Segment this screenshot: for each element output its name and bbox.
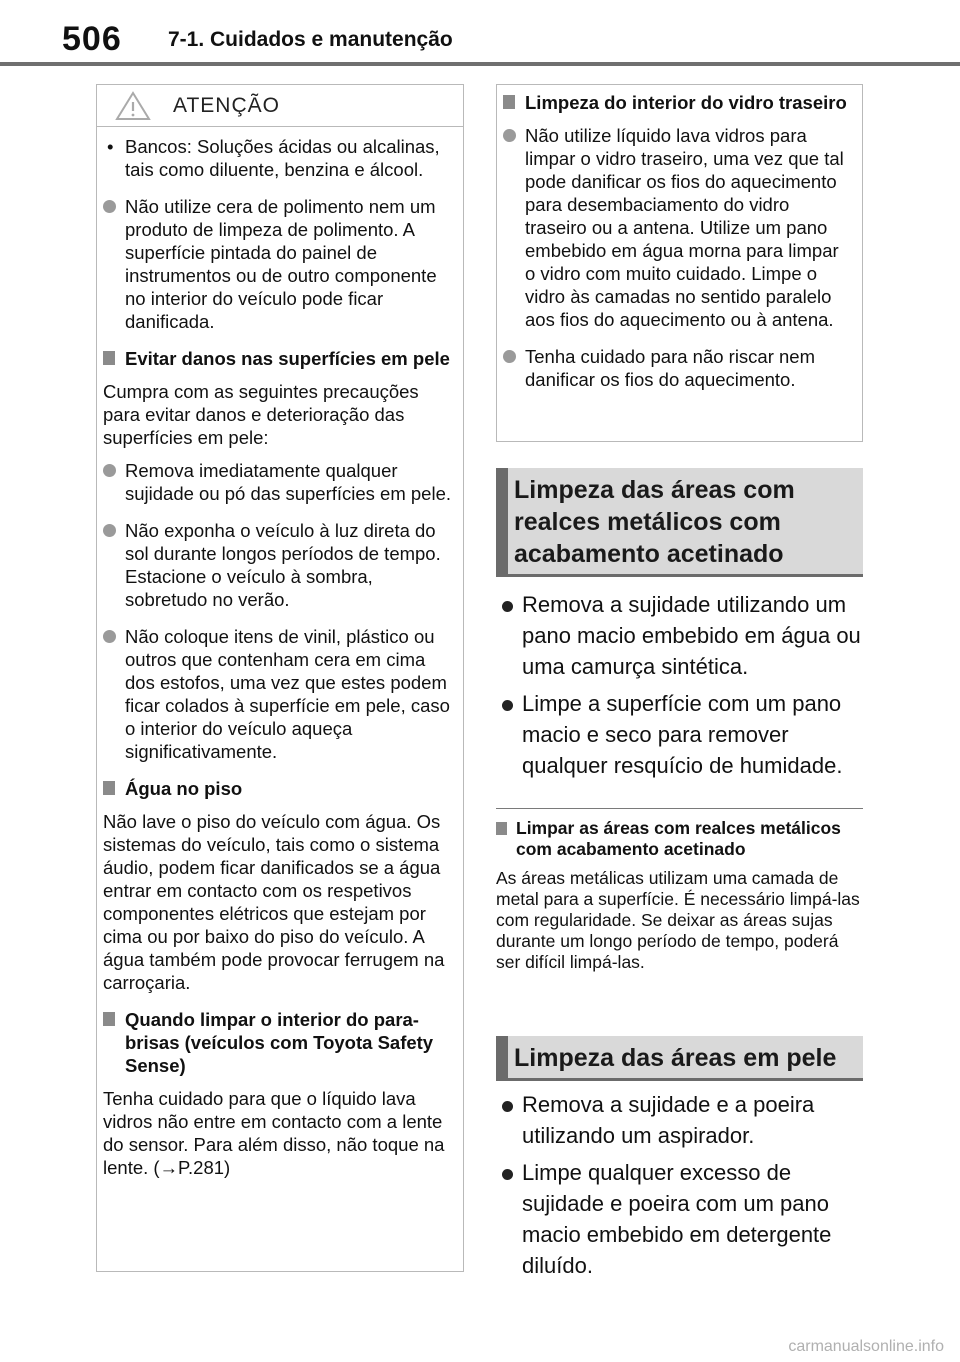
warning-header: [97, 85, 463, 127]
circle-bullet-icon: [103, 625, 121, 648]
circle-bullet-icon: [103, 519, 121, 542]
square-bullet-icon: [103, 777, 121, 800]
metallic-note: [496, 818, 866, 973]
watermark: carmanualsonline.info: [788, 1338, 944, 1355]
list-item: Não exponha o veículo à luz direta do sol durante longos períodos de tempo. Estacione o veículo à sombra, sobretudo no verão.: [103, 519, 451, 611]
list-item: Limpe qualquer excesso de sujidade e poeira com um pano macio embebido em detergente diluído.: [502, 1157, 862, 1281]
list-item: Remova a sujidade e a poeira utilizando um aspirador.: [502, 1089, 862, 1151]
chapter-title: 7-1. Cuidados e manutenção: [168, 28, 453, 51]
bullet-dot-icon: [502, 1089, 520, 1120]
square-bullet-icon: [496, 818, 514, 840]
bullet-dot-icon: [502, 589, 520, 620]
metallic-list: [502, 589, 862, 781]
divider: [496, 808, 863, 809]
list-item: Não coloque itens de vinil, plástico ou outros que contenham cera em cima dos estofos, uma vez que estes podem ficar colados à superfície em pele, caso o interior do veículo aqueça significativamente.: [103, 625, 451, 763]
square-bullet-icon: [103, 1008, 121, 1031]
note-heading: Limpar as áreas com realces metálicos com acabamento acetinado: [496, 818, 866, 860]
square-bullet-icon: [103, 347, 121, 370]
warning-box: [96, 84, 464, 1272]
square-bullet-icon: [503, 91, 521, 114]
list-item: Remova a sujidade utilizando um pano macio embebido em água ou uma camurça sintética.: [502, 589, 862, 682]
bullet-dot-icon: [502, 688, 520, 719]
subheading-water: Água no piso: [103, 777, 451, 800]
list-item: • Bancos: Soluções ácidas ou alcalinas, tais como diluente, benzina e álcool.: [107, 136, 440, 180]
windshield-body: Tenha cuidado para que o líquido lava vidros não entre em contacto com a lente do sensor. Para além disso, não toque na lente. (→P.281): [103, 1088, 445, 1178]
leather-intro: Cumpra com as seguintes precauções para evitar danos e deterioração das superfícies em pele:: [103, 381, 419, 448]
warning-triangle-icon: [115, 91, 151, 121]
rear-window-box: [496, 84, 863, 442]
list-item: Não utilize cera de polimento nem um produto de limpeza de polimento. A superfície pintada do painel de instrumentos ou de outro componente no interior do veículo pode ficar danificada.: [103, 195, 451, 333]
list-item: Remova imediatamente qualquer sujidade ou pó das superfícies em pele.: [103, 459, 451, 505]
section-heading-leather-cleaning: Limpeza das áreas em pele: [496, 1036, 863, 1081]
header-rule: [0, 62, 960, 66]
circle-bullet-icon: [103, 195, 121, 218]
warning-title: ATENÇÃO: [173, 94, 280, 117]
leather-cleaning-list: [502, 1089, 862, 1281]
circle-bullet-icon: [503, 124, 521, 147]
circle-bullet-icon: [503, 345, 521, 368]
subheading-rear-window: Limpeza do interior do vidro traseiro: [503, 91, 853, 114]
list-item: Limpe a superfície com um pano macio e seco para remover qualquer resquício de humidade.: [502, 688, 862, 781]
page-number: 506: [62, 20, 122, 58]
note-body: As áreas metálicas utilizam uma camada de metal para a superfície. É necessário limpá-las com regularidade. Se deixar as áreas sujas durante um longo período de tempo, poderá ser difícil limpá-las.: [496, 868, 860, 972]
section-heading-metallic: Limpeza das áreas com realces metálicos com acabamento acetinado: [496, 468, 863, 577]
bullet: •: [107, 136, 114, 157]
rear-window-content: [503, 91, 853, 391]
list-item: Tenha cuidado para não riscar nem danificar os fios do aquecimento.: [503, 345, 853, 391]
warning-content: [103, 135, 451, 1179]
subheading-windshield: Quando limpar o interior do para-brisas (veículos com Toyota Safety Sense): [103, 1008, 451, 1077]
subheading-leather: Evitar danos nas superfícies em pele: [103, 347, 451, 370]
list-item: Não utilize líquido lava vidros para limpar o vidro traseiro, uma vez que tal pode danificar os fios do aquecimento para desembaciamento do vidro traseiro ou a antena. Utilize um pano embebido em água morna para limpar o vidro com muito cuidado. Limpe o vidro às camadas no sentido paralelo aos fios do aquecimento ou à antena.: [503, 124, 853, 331]
circle-bullet-icon: [103, 459, 121, 482]
bullet-dot-icon: [502, 1157, 520, 1188]
water-body: Não lave o piso do veículo com água. Os sistemas do veículo, tais como o sistema áudio, podem ficar danificados se a água entrar em contacto com os respetivos componentes elétricos que estejam por cima ou por baixo do piso do veículo. A água também pode provocar ferrugem na carroçaria.: [103, 811, 445, 993]
